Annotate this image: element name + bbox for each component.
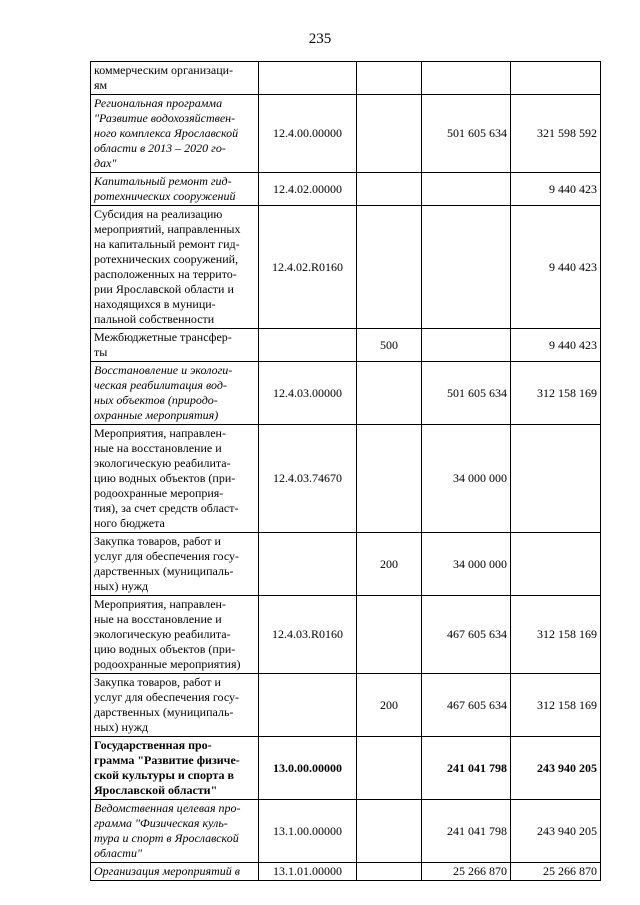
row-amount-2-cell: 243 940 205 (511, 800, 601, 863)
row-expense-type-cell (357, 206, 422, 329)
row-amount-2-cell: 243 940 205 (511, 737, 601, 800)
row-name-cell: коммерческим организаци- ям (91, 62, 259, 95)
row-amount-2-cell: 312 158 169 (511, 674, 601, 737)
row-code-cell: 12.4.02.R0160 (259, 206, 357, 329)
row-expense-type-cell: 200 (357, 674, 422, 737)
row-amount-2-cell: 312 158 169 (511, 596, 601, 674)
row-name-cell: Региональная программа "Развитие водохозяйствен- ного комплекса Ярославской области в 2013 – 2020 го- дах" (91, 95, 259, 173)
row-amount-1-cell (422, 173, 511, 206)
row-amount-2-cell (511, 425, 601, 533)
page-number: 235 (308, 31, 332, 47)
row-name-cell: Мероприятия, направлен- ные на восстановление и экологическую реабилита- цию водных объектов (при- родоохранные мероприятия) (91, 596, 259, 674)
row-expense-type-cell: 500 (357, 329, 422, 362)
row-name-cell: Закупка товаров, работ и услуг для обеспечения госу- дарственных (муниципаль- ных) нужд (91, 674, 259, 737)
budget-table-body (91, 62, 601, 881)
row-amount-2-cell: 9 440 423 (511, 329, 601, 362)
table-row (91, 800, 601, 863)
row-name-cell: Капитальный ремонт гид- ротехнических сооружений (91, 173, 259, 206)
row-code-cell: 13.0.00.00000 (259, 737, 357, 800)
row-amount-1-cell: 467 605 634 (422, 674, 511, 737)
table-row (91, 737, 601, 800)
row-amount-1-cell: 241 041 798 (422, 737, 511, 800)
row-code-cell: 12.4.00.00000 (259, 95, 357, 173)
row-expense-type-cell (357, 596, 422, 674)
row-amount-2-cell: 312 158 169 (511, 362, 601, 425)
table-row (91, 329, 601, 362)
row-name-cell: Закупка товаров, работ и услуг для обеспечения госу- дарственных (муниципаль- ных) нужд (91, 533, 259, 596)
table-row (91, 62, 601, 95)
row-name-cell: Государственная про- грамма "Развитие физиче- ской культуры и спорта в Ярославской области" (91, 737, 259, 800)
row-amount-2-cell (511, 533, 601, 596)
row-name-cell: Организация мероприятий в (91, 863, 259, 881)
table-row (91, 362, 601, 425)
row-expense-type-cell (357, 425, 422, 533)
row-name-cell: Ведомственная целевая про- грамма "Физическая куль- тура и спорт в Ярославской области" (91, 800, 259, 863)
row-amount-2-cell: 9 440 423 (511, 206, 601, 329)
row-amount-2-cell: 25 266 870 (511, 863, 601, 881)
budget-table (90, 61, 601, 881)
table-row (91, 533, 601, 596)
row-code-cell: 12.4.03.R0160 (259, 596, 357, 674)
row-name-cell: Восстановление и экологи- ческая реабилитация вод- ных объектов (природо- охранные мероприятия) (91, 362, 259, 425)
row-amount-2-cell (511, 62, 601, 95)
row-code-cell (259, 533, 357, 596)
row-amount-1-cell: 467 605 634 (422, 596, 511, 674)
row-amount-1-cell: 34 000 000 (422, 425, 511, 533)
row-code-cell (259, 62, 357, 95)
row-amount-1-cell (422, 206, 511, 329)
row-code-cell (259, 329, 357, 362)
table-row (91, 206, 601, 329)
row-code-cell (259, 674, 357, 737)
row-expense-type-cell (357, 62, 422, 95)
row-name-cell: Межбюджетные трансфер- ты (91, 329, 259, 362)
row-amount-1-cell: 501 605 634 (422, 362, 511, 425)
row-amount-1-cell: 501 605 634 (422, 95, 511, 173)
row-amount-1-cell: 34 000 000 (422, 533, 511, 596)
table-row (91, 596, 601, 674)
table-row (91, 95, 601, 173)
row-amount-1-cell: 241 041 798 (422, 800, 511, 863)
row-amount-1-cell (422, 62, 511, 95)
row-expense-type-cell (357, 95, 422, 173)
row-name-cell: Субсидия на реализацию мероприятий, направленных на капитальный ремонт гид- ротехнических сооружений, расположенных на террито- рии Ярославской области и находящихся в муници- пальной собственности (91, 206, 259, 329)
table-row (91, 173, 601, 206)
row-amount-2-cell: 321 598 592 (511, 95, 601, 173)
row-code-cell: 12.4.03.74670 (259, 425, 357, 533)
row-code-cell: 12.4.03.00000 (259, 362, 357, 425)
row-expense-type-cell (357, 863, 422, 881)
row-expense-type-cell: 200 (357, 533, 422, 596)
row-amount-2-cell: 9 440 423 (511, 173, 601, 206)
row-name-cell: Мероприятия, направлен- ные на восстановление и экологическую реабилита- цию водных объектов (при- родоохранные мероприя- тия), за счет средств област- ного бюджета (91, 425, 259, 533)
row-code-cell: 13.1.00.00000 (259, 800, 357, 863)
row-code-cell: 12.4.02.00000 (259, 173, 357, 206)
row-expense-type-cell (357, 737, 422, 800)
row-code-cell: 13.1.01.00000 (259, 863, 357, 881)
row-expense-type-cell (357, 173, 422, 206)
row-amount-1-cell (422, 329, 511, 362)
table-row (91, 863, 601, 881)
row-expense-type-cell (357, 362, 422, 425)
row-expense-type-cell (357, 800, 422, 863)
table-row (91, 674, 601, 737)
table-row (91, 425, 601, 533)
row-amount-1-cell: 25 266 870 (422, 863, 511, 881)
